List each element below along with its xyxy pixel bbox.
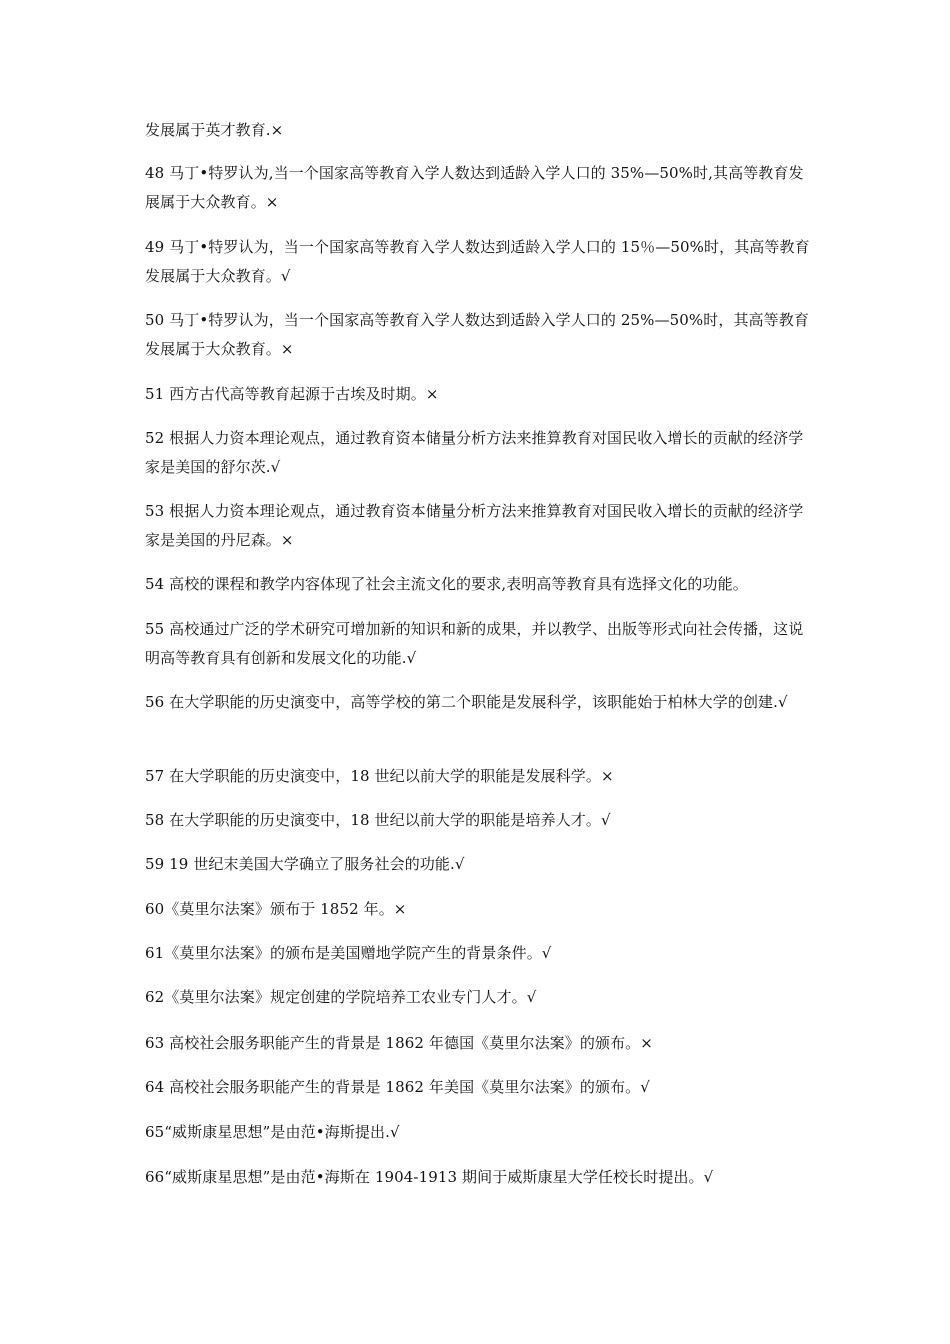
question-item: 66“威斯康星思想”是由范•海斯在 1904-1913 期间于威斯康星大学任校长时提出。√ [145,1168,714,1186]
question-item: 51 西方古代高等教育起源于古埃及时期。× [145,385,439,403]
question-item: 57 在大学职能的历史演变中，18 世纪以前大学的职能是发展科学。× [145,767,614,785]
question-item: 59 19 世纪末美国大学确立了服务社会的功能.√ [145,855,465,873]
question-item: 58 在大学职能的历史演变中，18 世纪以前大学的职能是培养人才。√ [145,811,611,829]
question-item: 53 根据人力资本理论观点，通过教育资本储量分析方法来推算教育对国民收入增长的贡献的经济学家是美国的丹尼森。× [145,502,804,549]
question-item: 55 高校通过广泛的学术研究可增加新的知识和新的成果，并以教学、出版等形式向社会传播，这说明高等教育具有创新和发展文化的功能.√ [145,620,804,667]
question-item: 48 马丁•特罗认为,当一个国家高等教育入学人数达到适龄入学人口的 35%—50%时,其高等教育发展属于大众教育。× [145,164,804,211]
question-item: 52 根据人力资本理论观点，通过教育资本储量分析方法来推算教育对国民收入增长的贡献的经济学家是美国的舒尔茨.√ [145,429,804,476]
question-item: 发展属于英才教育.× [145,121,284,139]
question-item: 61《莫里尔法案》的颁布是美国赠地学院产生的背景条件。√ [145,944,552,962]
question-item: 49 马丁•特罗认为，当一个国家高等教育入学人数达到适龄入学人口的 15％—50%时，其高等教育发展属于大众教育。√ [145,238,810,285]
question-item: 63 高校社会服务职能产生的背景是 1862 年德国《莫里尔法案》的颁布。× [145,1034,653,1052]
question-item: 64 高校社会服务职能产生的背景是 1862 年美国《莫里尔法案》的颁布。√ [145,1078,650,1096]
question-item: 54 高校的课程和教学内容体现了社会主流文化的要求,表明高等教育具有选择文化的功能。 [145,575,748,593]
question-item: 60《莫里尔法案》颁布于 1852 年。× [145,900,407,918]
question-item: 50 马丁•特罗认为，当一个国家高等教育入学人数达到适龄入学人口的 25%—50%时，其高等教育发展属于大众教育。× [145,311,809,358]
question-item: 62《莫里尔法案》规定创建的学院培养工农业专门人才。√ [145,988,537,1006]
question-item: 56 在大学职能的历史演变中，高等学校的第二个职能是发展科学，该职能始于柏林大学的创建.√ [145,693,788,711]
question-item: 65“威斯康星思想”是由范•海斯提出.√ [145,1123,400,1141]
